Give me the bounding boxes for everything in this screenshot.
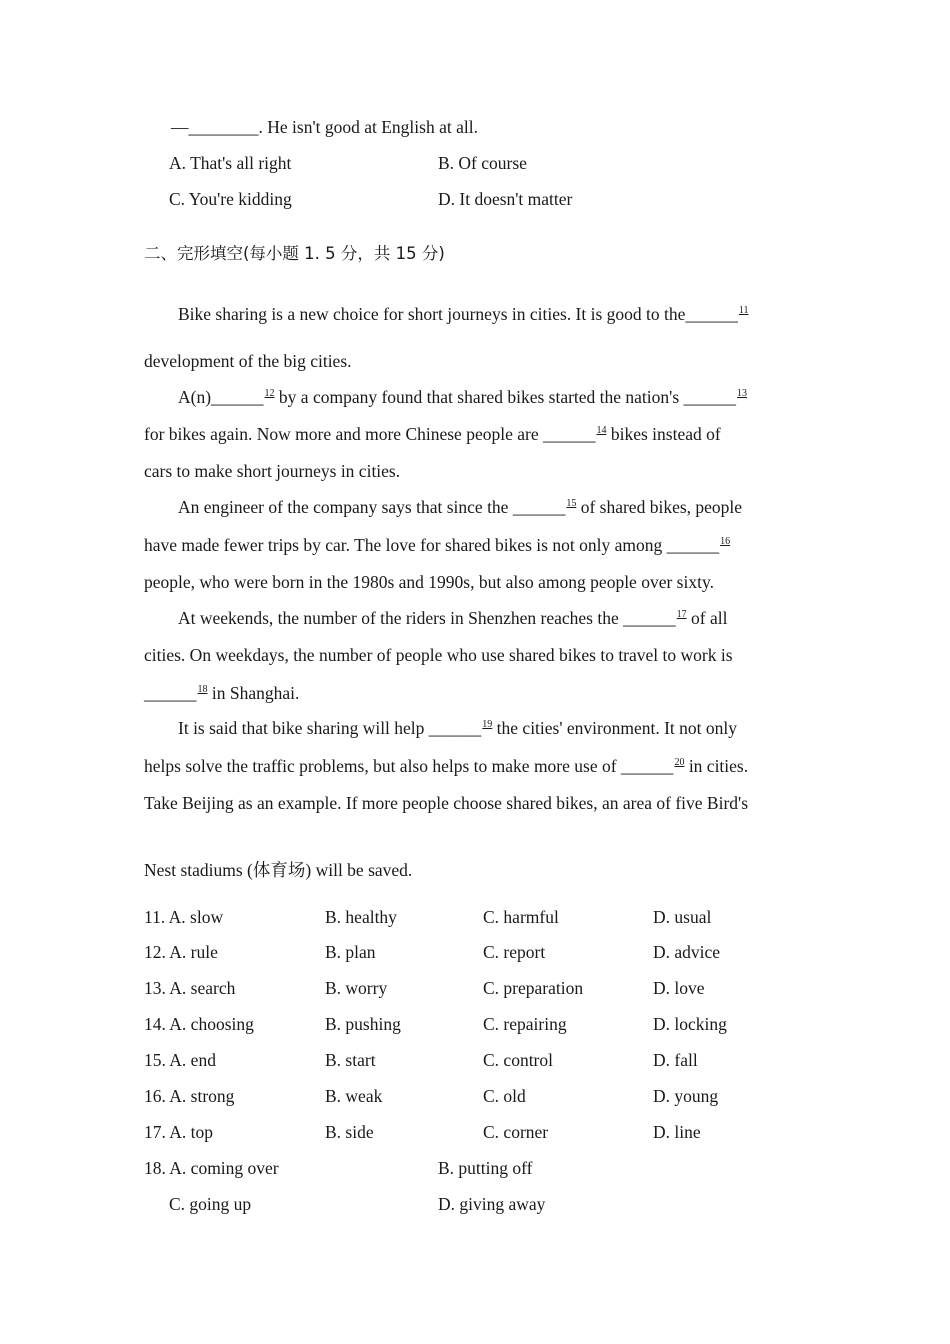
passage-line — [178, 608, 727, 629]
q13-option-d: D. love — [653, 978, 705, 998]
passage-text: the cities' environment. It not only — [492, 718, 737, 738]
blank-number-12: 12 — [264, 388, 275, 399]
q17-option-c: C. corner — [483, 1122, 549, 1142]
prev-question-stem: —________. He isn't good at English at all. — [171, 117, 478, 137]
q12-option-b: B. plan — [325, 942, 376, 962]
blank-number-20: 20 — [674, 757, 685, 768]
q13-option-b: B. worry — [325, 978, 388, 998]
prev-option-a: A. That's all right — [169, 153, 292, 173]
q18-option-d: D. giving away — [438, 1194, 546, 1214]
q14-option-c: C. repairing — [483, 1014, 567, 1034]
blank-number-13: 13 — [737, 388, 747, 399]
passage-line: Nest stadiums (体育场) will be saved. — [144, 860, 413, 880]
passage-line: development of the big cities. — [144, 351, 352, 371]
passage-line: cars to make short journeys in cities. — [144, 461, 401, 481]
q14-option-a: 14. A. choosing — [144, 1014, 254, 1034]
q15-option-d: D. fall — [653, 1050, 698, 1070]
q12-option-d: D. advice — [653, 942, 721, 962]
passage-text: ______ — [144, 683, 197, 703]
passage-text: Bike sharing is a new choice for short journeys in cities. It is good to the______ — [178, 304, 738, 324]
section-heading: 二、完形填空(每小题 1. 5 分，共 15 分) — [144, 244, 445, 263]
q15-option-b: B. start — [325, 1050, 376, 1070]
q15-option-c: C. control — [483, 1050, 553, 1070]
prev-option-c: C. You're kidding — [169, 189, 292, 209]
passage-text: helps solve the traffic problems, but also helps to make more use of ______ — [144, 756, 674, 776]
q12-option-c: C. report — [483, 942, 546, 962]
passage-text: An engineer of the company says that since the ______ — [178, 497, 566, 517]
passage-line — [144, 424, 721, 445]
q12-option-a: 12. A. rule — [144, 942, 218, 962]
passage-line — [178, 304, 749, 325]
passage-text: in cities. — [684, 756, 749, 776]
passage-line — [144, 535, 730, 556]
q11-option-d: D. usual — [653, 907, 712, 927]
passage-text: by a company found that shared bikes started the nation's ______ — [274, 387, 736, 407]
q11-option-b: B. healthy — [325, 907, 397, 927]
q18-option-c: C. going up — [169, 1194, 252, 1214]
prev-option-b: B. Of course — [438, 153, 527, 173]
passage-line — [178, 387, 747, 408]
blank-number-19: 19 — [482, 719, 493, 730]
q17-option-a: 17. A. top — [144, 1122, 214, 1142]
passage-line — [144, 756, 748, 777]
q17-option-d: D. line — [653, 1122, 701, 1142]
q14-option-d: D. locking — [653, 1014, 727, 1034]
passage-line — [178, 497, 742, 518]
prev-option-d: D. It doesn't matter — [438, 189, 573, 209]
blank-number-17: 17 — [676, 609, 687, 620]
passage-text: of all — [686, 608, 728, 628]
q18-option-b: B. putting off — [438, 1158, 533, 1178]
q18-option-a: 18. A. coming over — [144, 1158, 279, 1178]
passage-text: for bikes again. Now more and more Chinese people are ______ — [144, 424, 596, 444]
passage-text: in Shanghai. — [207, 683, 300, 703]
q16-option-d: D. young — [653, 1086, 719, 1106]
q16-option-b: B. weak — [325, 1086, 383, 1106]
passage-text: At weekends, the number of the riders in Shenzhen reaches the ______ — [178, 608, 676, 628]
q16-option-c: C. old — [483, 1086, 526, 1106]
passage-text: have made fewer trips by car. The love for shared bikes is not only among ______ — [144, 535, 720, 555]
passage-text: bikes instead of — [606, 424, 721, 444]
passage-line — [178, 718, 737, 739]
passage-line: people, who were born in the 1980s and 1990s, but also among people over sixty. — [144, 572, 714, 592]
passage-text: It is said that bike sharing will help ______ — [178, 718, 482, 738]
q14-option-b: B. pushing — [325, 1014, 401, 1034]
blank-number-15: 15 — [566, 498, 577, 509]
passage-line: Take Beijing as an example. If more people choose shared bikes, an area of five Bird's — [144, 793, 748, 813]
q13-option-a: 13. A. search — [144, 978, 236, 998]
passage-line: cities. On weekdays, the number of people who use shared bikes to travel to work is — [144, 645, 733, 665]
q16-option-a: 16. A. strong — [144, 1086, 235, 1106]
q11-option-c: C. harmful — [483, 907, 559, 927]
passage-text: A(n)______ — [178, 387, 264, 407]
blank-number-18: 18 — [197, 684, 208, 695]
blank-number-14: 14 — [596, 425, 607, 436]
q13-option-c: C. preparation — [483, 978, 584, 998]
q17-option-b: B. side — [325, 1122, 374, 1142]
passage-text: of shared bikes, people — [576, 497, 743, 517]
q15-option-a: 15. A. end — [144, 1050, 216, 1070]
blank-number-16: 16 — [720, 536, 731, 547]
q11-option-a: 11. A. slow — [144, 907, 224, 927]
blank-number-11: 11 — [738, 305, 749, 316]
passage-line — [144, 683, 299, 704]
